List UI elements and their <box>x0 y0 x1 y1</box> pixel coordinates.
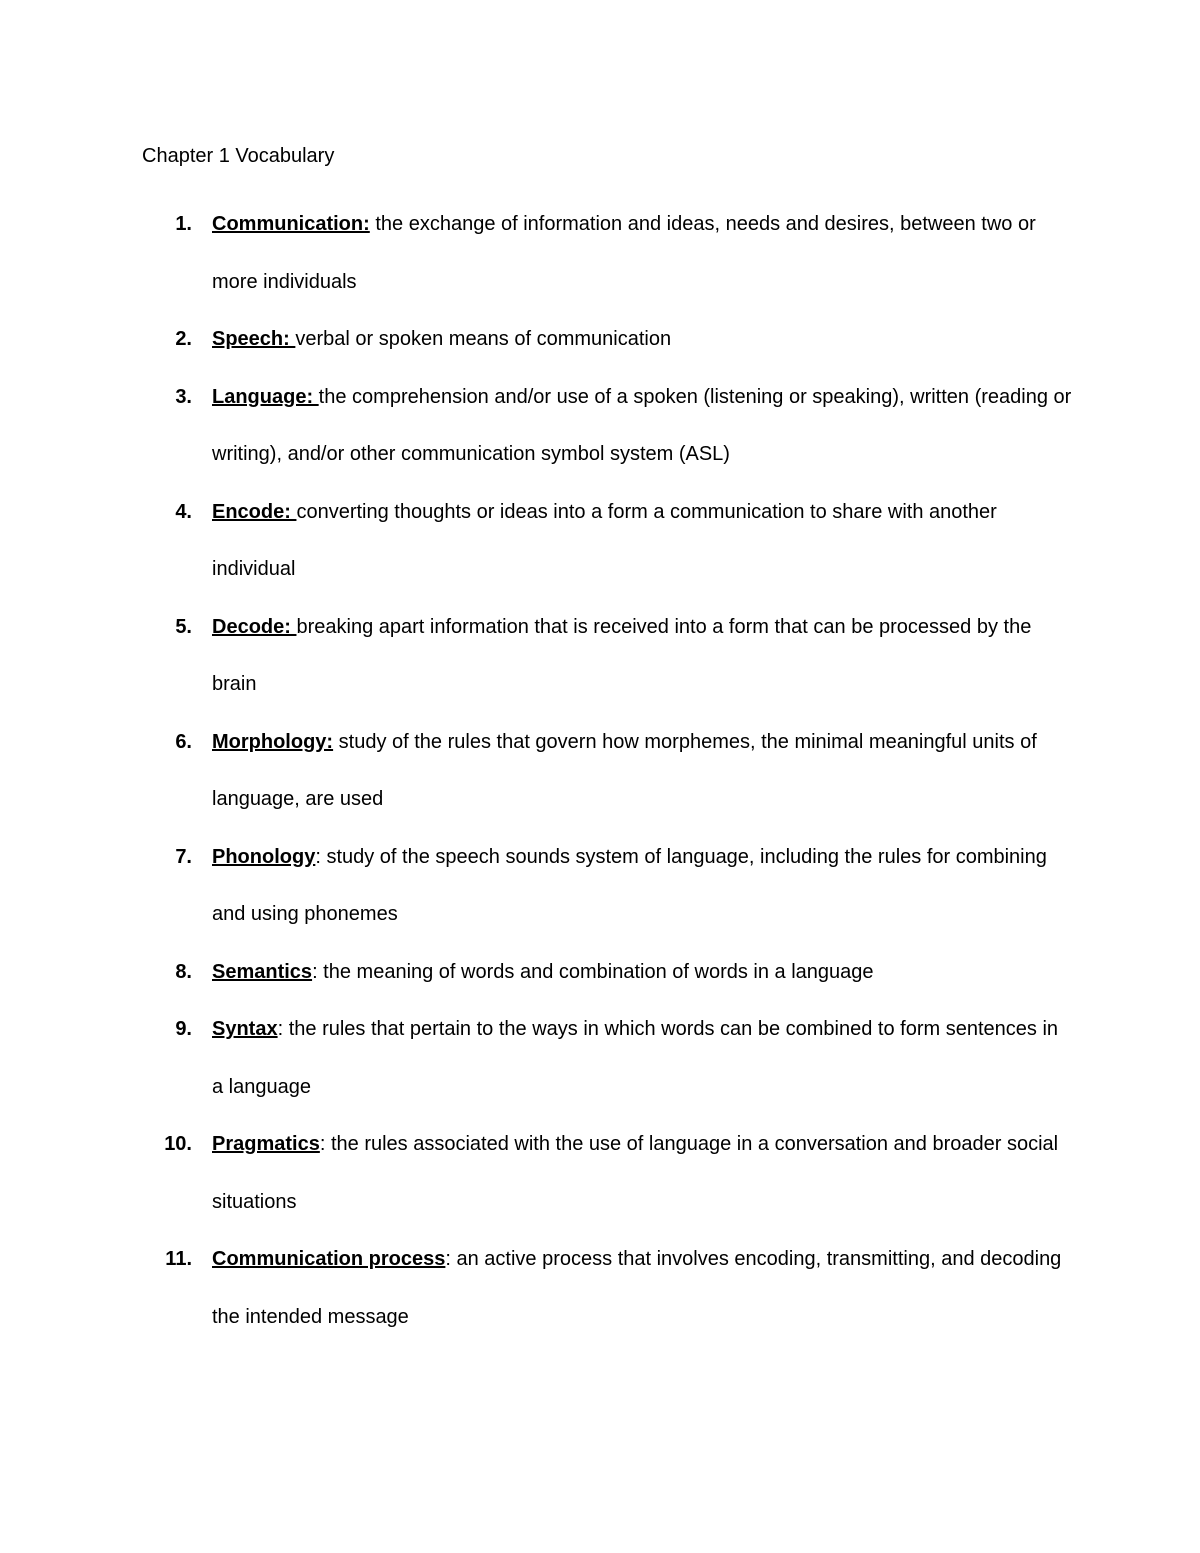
vocab-term: Morphology: <box>212 730 334 753</box>
list-item <box>142 1001 1072 1116</box>
vocab-term: Encode: <box>212 500 297 523</box>
list-item <box>142 829 1072 944</box>
list-item <box>142 714 1072 829</box>
vocab-definition: : the rules that pertain to the ways in which words can be combined to form sentences in a language <box>212 1018 1059 1098</box>
item-number: 7. <box>175 845 192 868</box>
vocab-definition: : the meaning of words and combination of words in a language <box>312 960 874 983</box>
vocab-definition: study of the rules that govern how morphemes, the minimal meaningful units of language, are used <box>212 730 1037 810</box>
item-number: 9. <box>175 1018 192 1040</box>
list-item <box>142 599 1072 714</box>
vocab-term: Pragmatics <box>212 1133 320 1155</box>
vocab-term: Communication: <box>212 213 370 235</box>
item-number: 1. <box>175 213 192 235</box>
vocab-term: Communication process <box>212 1248 446 1270</box>
document-title: Chapter 1 Vocabulary <box>142 145 335 167</box>
item-number: 2. <box>175 328 192 350</box>
vocab-definition: converting thoughts or ideas into a form a communication to share with another individual <box>212 500 997 580</box>
item-number: 3. <box>175 385 192 408</box>
vocab-term: Syntax <box>212 1018 278 1040</box>
list-item <box>142 484 1072 599</box>
vocab-definition: : study of the speech sounds system of language, including the rules for combining and using phonemes <box>212 845 1047 925</box>
list-item <box>142 196 1072 311</box>
item-number: 8. <box>175 960 192 983</box>
item-number: 10. <box>164 1133 192 1155</box>
vocab-term: Semantics <box>212 960 313 983</box>
vocab-definition: the comprehension and/or use of a spoken (listening or speaking), written (reading or writing), and/or other communication symbol system (ASL) <box>212 385 1072 465</box>
vocab-definition: breaking apart information that is received into a form that can be processed by the brain <box>212 615 1032 695</box>
vocab-definition: the exchange of information and ideas, needs and desires, between two or more individuals <box>212 213 1036 293</box>
item-number: 6. <box>175 730 192 753</box>
vocab-definition: : an active process that involves encoding, transmitting, and decoding the intended message <box>212 1248 1062 1328</box>
list-item <box>142 311 1072 369</box>
vocabulary-list <box>142 196 1072 1346</box>
vocab-definition: : the rules associated with the use of language in a conversation and broader social situations <box>212 1133 1059 1213</box>
item-number: 11. <box>165 1248 192 1270</box>
vocab-term: Language: <box>212 385 319 408</box>
list-item <box>142 1231 1072 1346</box>
vocab-term: Speech: <box>212 328 296 350</box>
list-item <box>142 944 1072 1002</box>
list-item <box>142 1116 1072 1231</box>
vocab-definition: verbal or spoken means of communication <box>295 328 672 350</box>
list-item <box>142 369 1072 484</box>
vocab-term: Decode: <box>212 615 297 638</box>
item-number: 4. <box>175 500 192 523</box>
item-number: 5. <box>175 615 192 638</box>
vocab-term: Phonology <box>212 845 316 868</box>
